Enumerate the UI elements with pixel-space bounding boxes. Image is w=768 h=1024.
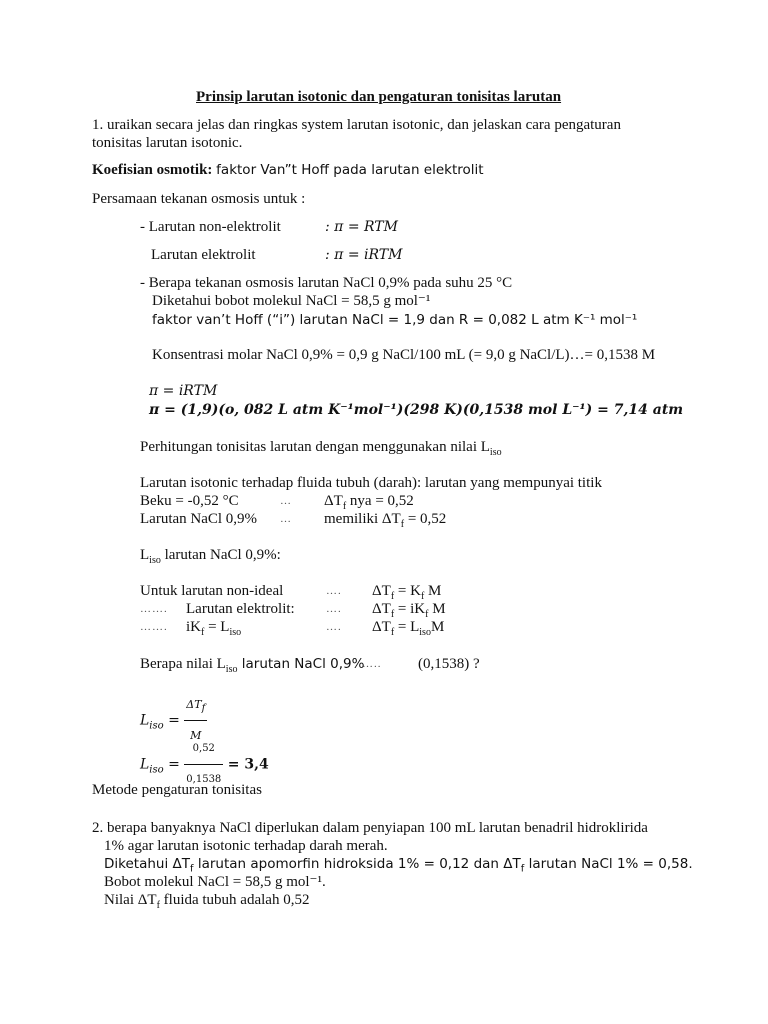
electrolyte-label: Larutan elektrolit	[151, 247, 256, 263]
row-ikf-label-sub: f	[201, 627, 205, 638]
osmotic-coefficient	[92, 161, 484, 179]
liso-intro	[140, 438, 502, 456]
row-ikf-label	[186, 618, 241, 636]
row-ikf-label-rest: = L	[204, 619, 230, 635]
row-ikf-eq-sub: f	[390, 627, 395, 638]
nacl-dots: …	[280, 513, 292, 525]
row-non-ideal-eq-rest2: M	[424, 583, 442, 599]
q2-line5-rest: fluida tubuh adalah 0,52	[159, 892, 310, 908]
nacl-value	[324, 510, 446, 528]
row-non-ideal-label: Untuk larutan non-ideal	[140, 583, 284, 599]
beku-value-text: ΔT	[324, 493, 343, 509]
nacl-value-subscript: f	[400, 519, 405, 530]
formula2-result: = 3,4	[227, 756, 269, 773]
berapa-value: (0,1538) ?	[418, 656, 480, 672]
row-non-ideal-dots: ….	[326, 585, 342, 597]
question-2-line-4: Bobot molekul NaCl = 58,5 g mol⁻¹.	[104, 874, 326, 890]
problem-line-2: Diketahui bobot molekul NaCl = 58,5 g mol⁻¹	[152, 293, 431, 309]
row-ikf-eq-rest: = L	[394, 619, 420, 635]
liso-formula-1: $L_{iso}$ = $\frac{\Delta T_f}{M}$	[140, 690, 207, 751]
row-electrolyte-eq-rest2: M	[428, 601, 446, 617]
question-2-line-3	[104, 855, 693, 873]
row-electrolyte-dots: ….	[326, 603, 342, 615]
berapa-liso	[140, 655, 364, 673]
method-heading: Metode pengaturan tonisitas	[92, 782, 262, 798]
row-ikf-label-sub2: iso	[229, 627, 242, 638]
problem-line-1: - Berapa tekanan osmosis larutan NaCl 0,9% pada suhu 25 °C	[140, 275, 513, 291]
row-ikf-eq-sub2: iso	[419, 627, 431, 638]
q2-line5-a: Nilai ΔT	[104, 892, 157, 908]
non-electrolyte-equation: : π = RTM	[325, 219, 398, 235]
problem-equation-2: π = (1,9)(o, 082 L atm K⁻¹mol⁻¹)(298 K)(0,1538 mol L⁻¹) = 7,14 atm	[149, 402, 684, 418]
formula2-denominator: 0,1538	[186, 774, 222, 785]
formula1-num-sub: f	[201, 703, 206, 715]
row-electrolyte-equation	[372, 600, 446, 618]
row-electrolyte-eq-sub2: f	[425, 609, 429, 620]
berapa-text: Berapa nilai L	[140, 656, 226, 672]
beku-value-subscript: f	[342, 501, 347, 512]
row-ikf-dots: ….	[326, 621, 342, 633]
row-non-ideal-eq-sub: f	[390, 591, 395, 602]
formula2-numerator: 0,52	[184, 734, 223, 765]
question-1-line-1: 1. uraikan secara jelas dan ringkas system larutan isotonic, dan jelaskan cara pengaturan	[92, 117, 621, 133]
formula2-lhs-sub: iso	[149, 764, 164, 776]
problem-line-3: faktor van’t Hoff (“i”) larutan NaCl = 1,9 dan R = 0,082 L atm K⁻¹ mol⁻¹	[152, 312, 638, 328]
formula1-lhs-sub: iso	[149, 720, 164, 732]
q2-line3-a: Diketahui ΔT	[104, 856, 190, 872]
formula1-num-text: ΔT	[186, 698, 202, 711]
formula1-lhs: L	[140, 712, 150, 729]
nacl-value-rest: = 0,52	[404, 511, 447, 527]
problem-line-4: Konsentrasi molar NaCl 0,9% = 0,9 g NaCl/100 mL (= 9,0 g NaCl/L)…= 0,1538 M	[152, 347, 656, 363]
beku-dots: …	[280, 495, 292, 507]
row-electrolyte-label: Larutan elektrolit:	[186, 601, 295, 617]
question-2-line-2: 1% agar larutan isotonic terhadap darah merah.	[104, 838, 388, 854]
question-2-line-1: 2. berapa banyaknya NaCl diperlukan dalam penyiapan 100 mL larutan benadril hidroklirida	[92, 820, 648, 836]
liso-intro-text: Perhitungan tonisitas larutan dengan menggunakan nilai L	[140, 439, 490, 455]
page-title: Prinsip larutan isotonic dan pengaturan tonisitas larutan	[196, 89, 562, 105]
electrolyte-equation: : π = iRTM	[325, 247, 403, 263]
osmotic-coefficient-text: faktor Van”t Hoff pada larutan elektrolit	[216, 162, 484, 178]
formula1-numerator	[184, 690, 207, 721]
beku-label: Beku = -0,52 °C	[140, 493, 239, 509]
row-electrolyte-leading-dots: …….	[140, 603, 168, 615]
liso-formula-2: $L_{iso}$ = $\frac{0,52}{0,1538}$ = 3,4	[140, 734, 269, 795]
isotonic-line-1: Larutan isotonic terhadap fluida tubuh (darah): larutan yang mempunyai titik	[140, 475, 602, 491]
row-ikf-equation	[372, 618, 444, 636]
q2-line3-mid: larutan apomorfin hidroksida 1% = 0,12 dan ΔT	[193, 856, 521, 872]
row-electrolyte-eq-rest: = iK	[394, 601, 426, 617]
liso-intro-subscript: iso	[489, 447, 502, 458]
berapa-rest: larutan NaCl 0,9%	[237, 656, 365, 672]
row-ikf-eq-text: ΔT	[372, 619, 391, 635]
berapa-dots: …..	[362, 658, 382, 670]
liso-nacl-subscript: iso	[149, 555, 161, 566]
row-non-ideal-eq-rest: = K	[394, 583, 421, 599]
osmotic-pressure-heading: Persamaan tekanan osmosis untuk :	[92, 191, 306, 207]
liso-nacl-rest: larutan NaCl 0,9%:	[160, 547, 281, 563]
row-ikf-label-text: iK	[186, 619, 201, 635]
row-non-ideal-equation	[372, 582, 441, 600]
question-1-line-2: tonisitas larutan isotonic.	[92, 135, 243, 151]
row-electrolyte-eq-sub: f	[390, 609, 395, 620]
row-non-ideal-eq-text: ΔT	[372, 583, 391, 599]
formula2-lhs: L	[140, 756, 150, 773]
nacl-value-text: memiliki ΔT	[324, 511, 401, 527]
berapa-sub: iso	[225, 664, 238, 675]
liso-nacl-l: L	[140, 547, 150, 563]
nacl-label: Larutan NaCl 0,9%	[140, 511, 258, 527]
liso-nacl-heading	[140, 546, 281, 564]
q2-line5-sub: f	[156, 900, 160, 911]
non-electrolyte-label: - Larutan non-elektrolit	[140, 219, 281, 235]
row-electrolyte-eq-text: ΔT	[372, 601, 391, 617]
beku-value	[324, 492, 414, 510]
q2-line3-sub: f	[190, 863, 194, 875]
beku-value-rest: nya = 0,52	[346, 493, 414, 509]
q2-line3-sub2: f	[520, 863, 525, 875]
row-ikf-leading-dots: …….	[140, 621, 168, 633]
row-non-ideal-eq-sub2: f	[420, 591, 425, 602]
question-2-line-5	[104, 891, 309, 909]
q2-line3-rest: larutan NaCl 1% = 0,58.	[524, 856, 693, 872]
formula1-denominator: M	[190, 729, 202, 742]
osmotic-coefficient-label: Koefisian osmotik:	[92, 162, 213, 178]
row-ikf-eq-rest2: M	[430, 619, 445, 635]
problem-equation-1: π = iRTM	[149, 383, 218, 399]
